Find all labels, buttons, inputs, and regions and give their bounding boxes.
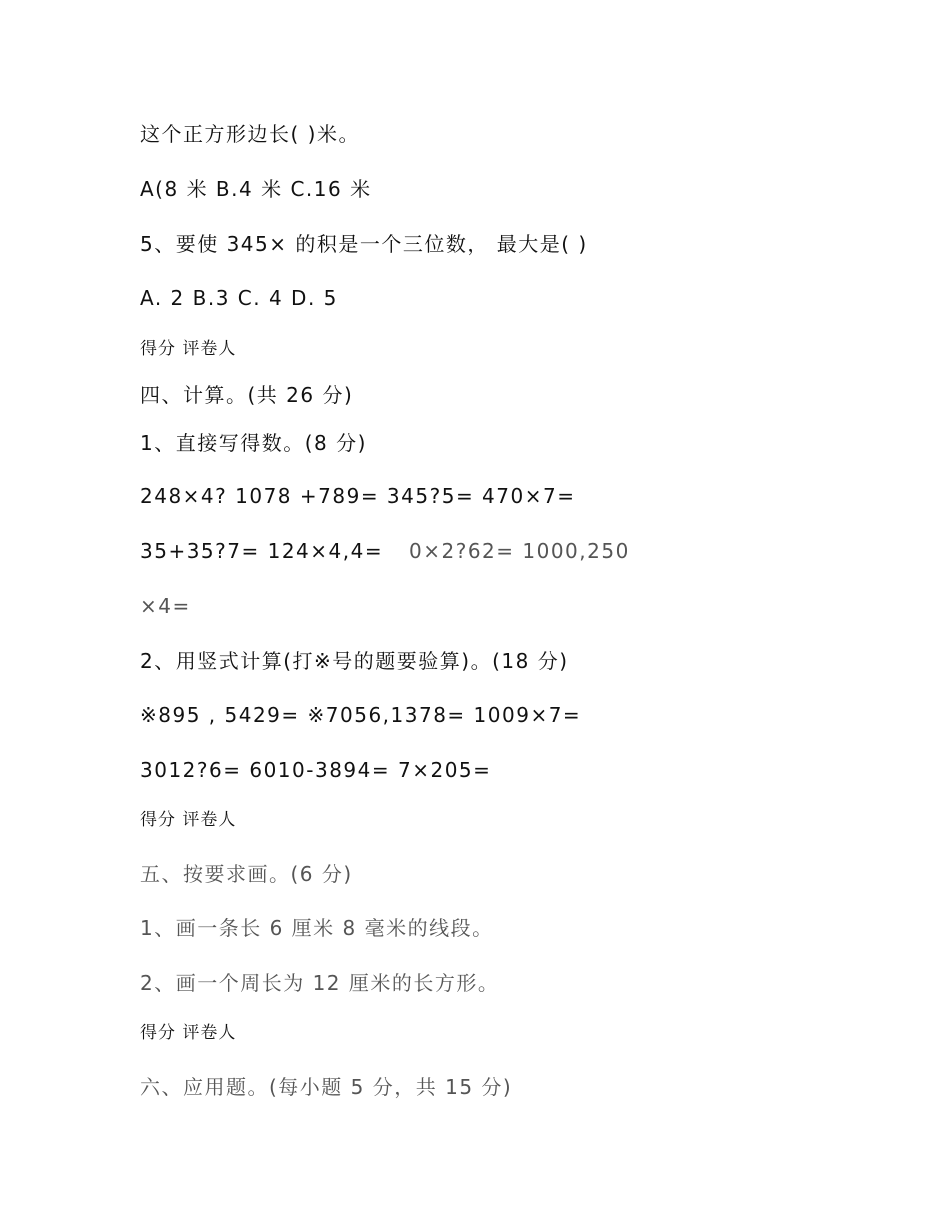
score-label: 得分 评卷人 — [140, 1023, 237, 1043]
question-square-side: 这个正方形边长( )米。 — [140, 122, 360, 146]
section-4-part-1: 1、直接写得数。(8 分) — [140, 431, 367, 455]
vertical-calc-row-2: 3012?6= 6010-3894= 7×205= — [140, 758, 492, 782]
draw-task-1: 1、画一条长 6 厘米 8 毫米的线段。 — [140, 916, 494, 940]
calc-row-2a: 35+35?7= 124×4,4= — [140, 539, 384, 563]
question-5: 5、要使 345× 的积是一个三位数， 最大是( ) — [140, 232, 588, 256]
calc-row-3: ×4= — [140, 594, 191, 618]
calc-row-2b: 0×2?62= 1000,250 — [409, 539, 630, 563]
options-square-side: A(8 米 B.4 米 C.16 米 — [140, 177, 372, 201]
score-label: 得分 评卷人 — [140, 339, 237, 359]
vertical-calc-row-1: ※895 , 5429= ※7056,1378= 1009×7= — [140, 703, 582, 727]
section-6-heading: 六、应用题。(每小题 5 分，共 15 分) — [140, 1075, 513, 1099]
section-5-heading: 五、按要求画。(6 分) — [140, 862, 353, 886]
section-4-heading: 四、计算。(共 26 分) — [140, 383, 354, 407]
calc-row-1: 248×4? 1078 +789= 345?5= 470×7= — [140, 484, 576, 508]
draw-task-2: 2、画一个周长为 12 厘米的长方形。 — [140, 971, 500, 995]
score-label: 得分 评卷人 — [140, 810, 237, 830]
section-4-part-2: 2、用竖式计算(打※号的题要验算)。(18 分) — [140, 649, 569, 673]
options-question-5: A. 2 B.3 C. 4 D. 5 — [140, 286, 338, 310]
